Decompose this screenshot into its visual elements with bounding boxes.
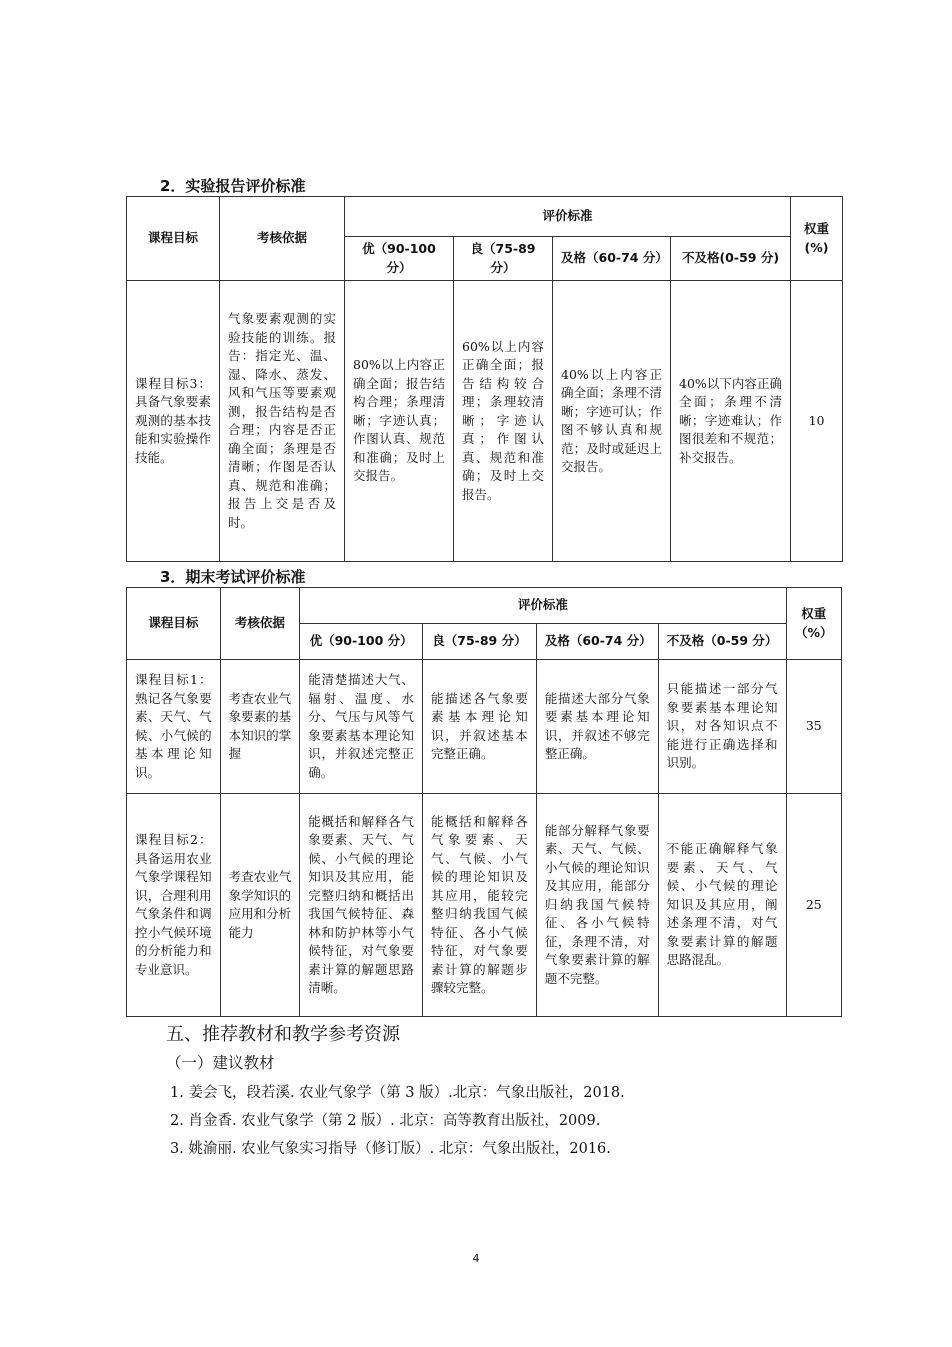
list-item: 2. 肖金香. 农业气象学（第 2 版）. 北京：高等教育出版社，2009. <box>170 1113 601 1129</box>
header-fail: 不及格(0-59 分) <box>671 237 791 281</box>
cell-excellent: 能清楚描述大气、辐射、温度、水分、气压与风等气象要素基本理论知识，并叙述完整正确。 <box>300 660 423 794</box>
cell-fail: 只能描述一部分气象要素基本理论知识，对各知识点不能进行正确选择和识别。 <box>658 660 786 794</box>
list-item: 1. 姜会飞，段若溪. 农业气象学（第 3 版）.北京：气象出版社，2018. <box>170 1085 625 1101</box>
cell-fail: 40%以下内容正确全面；条理不清晰；字迹难认；作图很差和不规范；补交报告。 <box>671 281 791 562</box>
cell-goal: 课程目标1：熟记各气象要素、天气、气候、小气候的基本理论知识。 <box>127 660 221 794</box>
cell-basis: 考查农业气象学知识的应用和分析能力 <box>220 794 300 1017</box>
cell-goal: 课程目标3：具备气象要素观测的基本技能和实验操作技能。 <box>127 281 220 562</box>
cell-pass: 40%以上内容正确全面；条理不清晰；字迹可认；作图不够认真和规范；及时或延迟上交报告。 <box>553 281 671 562</box>
table-row <box>127 794 842 1017</box>
cell-fail: 不能正确解释气象要素、天气、气候、小气候的理论知识及其应用，阐述条理不清，对气象要素计算的解题思路混乱。 <box>658 794 786 1017</box>
section5-subheading: （一）建议教材 <box>166 1054 275 1072</box>
header-criteria: 评价标准 <box>345 197 791 237</box>
header-good: 良（75-89 分） <box>423 624 537 660</box>
reference-list <box>170 1080 625 1164</box>
header-basis: 考核依据 <box>220 588 300 660</box>
cell-pass: 能描述大部分气象要素基本理论知识，并叙述不够完整正确。 <box>536 660 658 794</box>
cell-good: 能描述各气象要素基本理论知识，并叙述基本完整正确。 <box>423 660 537 794</box>
section5-heading: 五、推荐教材和教学参考资源 <box>166 1024 400 1045</box>
cell-excellent: 能概括和解释各气象要素、天气、气候、小气候的理论知识及其应用，能完整归纳和概括出我国气候特征、森林和防护林等小气候特征，对气象要素计算的解题思路清晰。 <box>300 794 423 1017</box>
final-exam-criteria-table <box>126 587 842 1017</box>
header-goal: 课程目标 <box>127 197 220 281</box>
cell-weight: 10 <box>791 281 843 562</box>
cell-basis: 考查农业气象要素的基本知识的掌握 <box>220 660 300 794</box>
header-basis: 考核依据 <box>220 197 345 281</box>
header-weight: 权重（%） <box>786 588 841 660</box>
cell-basis: 气象要素观测的实验技能的训练。报告：指定光、温、湿、降水、蒸发、风和气压等要素观测，报告结构是否合理；内容是否正确全面；条理是否清晰；作图是否认真、规范和准确；报告上交是否及时。 <box>220 281 345 562</box>
header-fail: 不及格（0-59 分） <box>658 624 786 660</box>
cell-good: 能概括和解释各气象要素、天气、气候、小气候的理论知识及其应用，能较完整归纳我国气候特征、各小气候特征，对气象要素计算的解题步骤较完整。 <box>423 794 537 1017</box>
section2-title: 2．实验报告评价标准 <box>160 177 306 195</box>
cell-weight: 25 <box>786 794 841 1017</box>
page-number: 4 <box>472 1252 480 1265</box>
header-excellent: 优（90-100 分） <box>345 237 454 281</box>
cell-weight: 35 <box>786 660 841 794</box>
cell-pass: 能部分解释气象要素、天气、气候、小气候的理论知识及其应用，能部分归纳我国气候特征、各小气候特征，条理不清，对气象要素计算的解题不完整。 <box>536 794 658 1017</box>
header-criteria: 评价标准 <box>300 588 786 624</box>
header-pass: 及格（60-74 分） <box>536 624 658 660</box>
cell-excellent: 80%以上内容正确全面；报告结构合理；条理清晰；字迹认真；作图认真、规范和准确；及时上交报告。 <box>345 281 454 562</box>
list-item: 3. 姚渝丽. 农业气象实习指导（修订版）. 北京：气象出版社，2016. <box>170 1141 611 1157</box>
cell-goal: 课程目标2：具备运用农业气象学课程知识，合理利用气象条件和调控小气候环境的分析能力和专业意识。 <box>127 794 221 1017</box>
header-weight: 权重(%) <box>791 197 843 281</box>
header-goal: 课程目标 <box>127 588 221 660</box>
lab-report-criteria-table <box>126 196 843 562</box>
table-row <box>127 660 842 794</box>
cell-good: 60%以上内容正确全面；报告结构较合理；条理较清晰；字迹认真；作图认真、规范和准确；及时上交报告。 <box>454 281 553 562</box>
header-good: 良（75-89 分） <box>454 237 553 281</box>
section3-title: 3．期末考试评价标准 <box>160 568 306 586</box>
table-row <box>127 281 843 562</box>
header-excellent: 优（90-100 分） <box>300 624 423 660</box>
header-pass: 及格（60-74 分） <box>553 237 671 281</box>
